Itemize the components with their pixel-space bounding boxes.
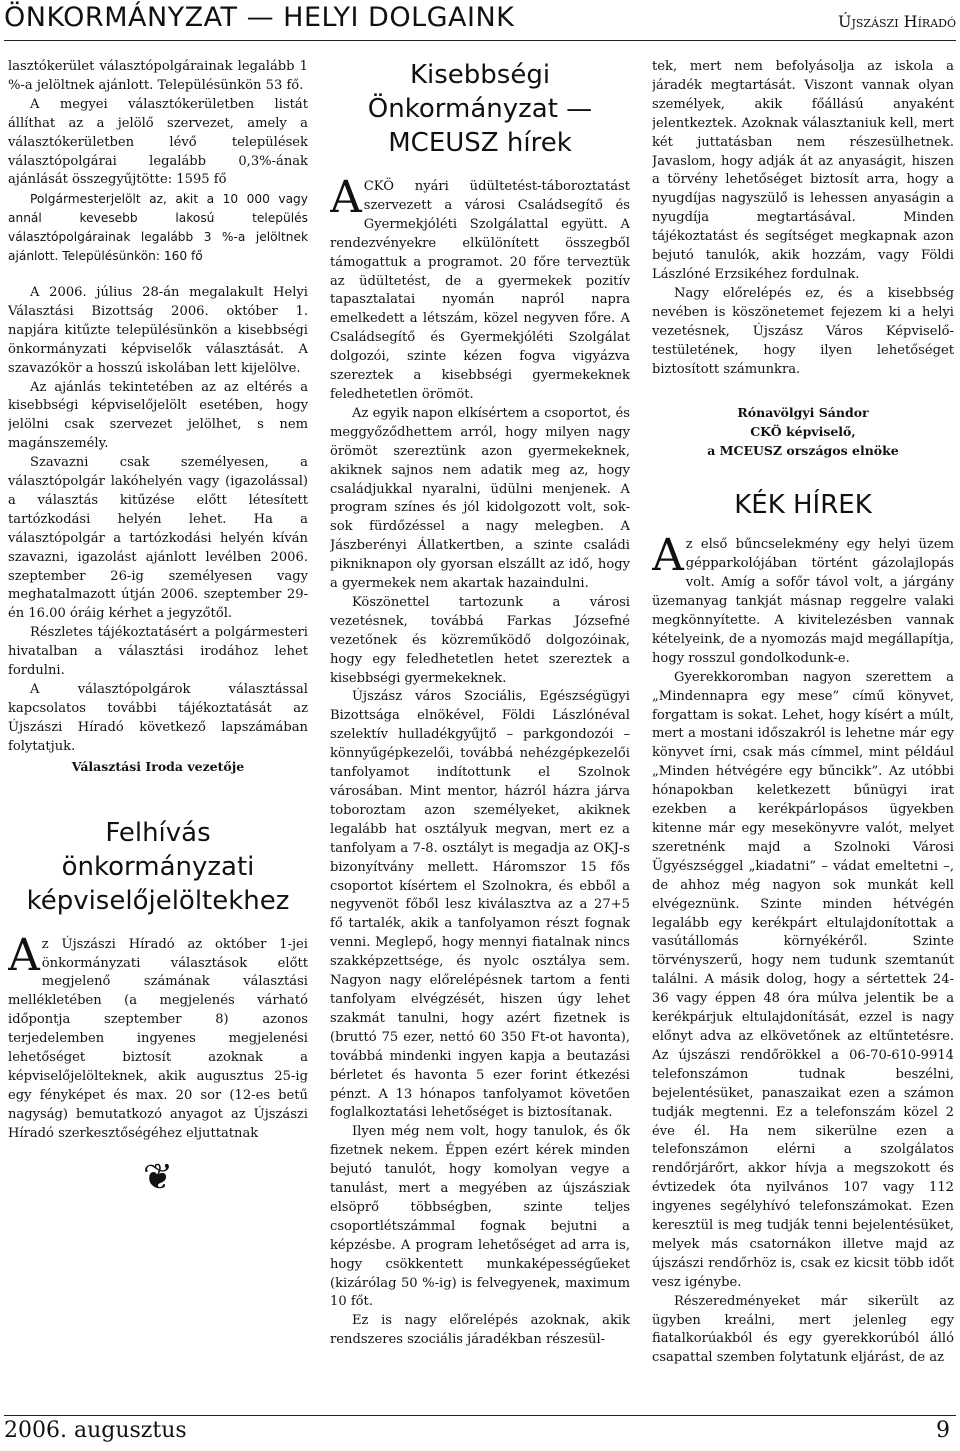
drop-cap: A [8,929,40,981]
drop-cap: A [330,172,362,223]
column-middle [330,58,630,1403]
paragraph: tek, mert nem befolyásolja az iskola a járadék megtartását. Viszont vannak olyan személyek, akik főállású anyaként jelentkeztek. Azoknak választaniuk kell, mert két juttatásban nem részesülhetnek. Javaslom, hogy adják át az anyaságit, hiszen a törvény lehetőséget biztosít arra, hogy a nyugdíjas nagyszülő is lehessen anyaságin a nyugdíja megtartásával. Minden tájékoztatást és segítséget megkapnak azon bejutó tanulók, akik hozzám, vagy Földi Lászlóné Erzsikéhez fordulnak. [652,59,954,282]
paragraph: Ilyen még nem volt, hogy tanulok, és ők fizetnek nekem. Éppen ezért kérek minden bejutó tanulót, hogy komolyan vegye a tanulást, mert a megyében az újszásziak elsöprő többségben, szinte teljes csoportlétszámmal fognak bejutni a képzésbe. A program lehetőséget ad arra is, hogy csökkentett munkaképességűeket (kizárólag 50 %-ig) is felvegyenek, maximum 10 főt. [330,1124,630,1310]
newspaper-name: Újszászi Híradó [838,12,956,31]
paragraph: Részeredményeket már sikerült az ügyben kreálni, mert jelenleg egy fiatalkorúakból és egy gyerekkorúból álló csapattal szemben folytatunk eljárást, de az [652,1293,954,1366]
paragraph: Részletes tájékoztatásért a polgármesteri hivatalban a választási irodához lehet fordulni. [8,625,308,679]
column-right [652,58,954,1403]
article-title: Kisebbségi Önkormányzat — MCEUSZ hírek [367,60,593,158]
drop-cap: A [652,530,684,582]
paragraph: lasztókerület választópolgárainak legalább 1 %-a jelöltnek ajánlott. Településünkön 53 fő. [8,59,308,93]
signature: Választási Iroda vezetője [71,758,245,774]
page-header [4,0,956,41]
paragraph: A 2006. július 28-án megalakult Helyi Választási Bizottság 2006. október 1. napjára kitűzte településünkön a kisebbségi önkormányzati képviselők választását. A szavazókör a hosszú iskolában lett kijelölve. [8,284,308,376]
fleuron-ornament-icon: ❦ [142,1156,174,1198]
paragraph: Nagy előrelépés ez, és a kisebbség nevében is köszönetemet fejezem ki a helyi vezetésnek, Újszász Város Képviselő-testületének, hogy ilyen lehetőséget biztosított számunkra. [652,285,954,377]
paragraph: z Újszászi Híradó az október 1-jei önkormányzati választások előtt megjelenő számának választási mellékletében (a megjelenés várható időpontja szeptember 8) azonos terjedelemben ingyenes megjelenési lehetőséget biztosít azoknak a képviselőjelölteknek, akik augusztus 25-ig egy fényképet és max. 20 sor (12-es betű nagyság) bemutatkozó anyagot az Újszászi Híradó szerkesztőségéhez eljuttatnak [8,936,308,1141]
paragraph: Köszönettel tartozunk a városi vezetésnek, továbbá Farkas Józsefné vezetőnek és közreműködő dolgozóinak, hogy egy feledhetetlen hetet szereztek a kisebbségi gyermekeknek. [330,594,630,686]
paragraph: Az egyik napon elkísértem a csoportot, és meggyőződhettem arról, hogy milyen nagy örömöt szereztünk azon gyermekeknek, akiknek sajnos nem adatik meg az, hogy családjukkal nyaralni, üdülni menjenek. A program színes és jól kidolgozott volt, sok-sok fürdőzéssel a nagy melegben. A Jászberényi Állatkertben, a szinte családi pikniknapon oly gyorsan elszállt az idő, hogy a gyermekek nem akartak hazaindulni. [330,405,630,592]
page-footer [4,1415,956,1446]
paragraph: Ez is nagy előrelépés azoknak, akik rendszeres szociális járadékban részesül- [330,1313,630,1348]
article-title: Felhívás önkormányzati képviselőjelöltekhez [26,817,290,916]
paragraph: Gyerekkoromban nagyon szerettem a „Mindennapra egy mese” című könyvet, forgattam is sokat. Lehet, hogy kísért a múlt, mert a mostani időszakról is lehetne már egy könyvet írni, csak más címmel, mint például „Minden hétvégére egy bűncikk”. Az utóbbi hónapokban keletkezett bűnügyi irat ezekben a kerékpárlopásos ügyekben kitenne már egy mesekönyvre valót, melyet szeretnénk majd a Szolnoki Városi Ügyészséggel „kiadatni” – vádat emeltetni –, de ahhoz még nagyon sok munkát kell elvégeznünk. Szinte minden hétvégén legalább egy kerékpárt eltulajdonítottak a vasútállomás környékéről. Szinte törvényszerű, hogy nem tudunk szemtanút találni. A másik dolog, hogy a sértettek 24-36 vagy éppen 48 óra múlva jelentik be a kerékpárjuk eltulajdonítását, ezzel is nagy előnyt adva az elkövetőnek az eltűntetésre. Az újszászi rendőrökkel a 06-70-610-9914 telefonszámon tudnak beszélni, bejelentésüket, panaszaikat ezen a számon tudják megtenni. Ez a telefonszám közel 2 éve él. Ha nem sikerülne ezen a telefonszámon elérni a szolgálatos rendőrjárőrt, akkor hívja a megszokott és évtizedek óta nyilvános 107 vagy 112 ingyenes segélyhívó telefonszámokat. Ezen keresztül is meg tudják tenni bejelentésüket, melyek más csatornákon illetve majd az újszászi rendőrhöz is, csak ez kicsit több időt vesz igénybe. [652,669,954,1290]
signature-name: Rónavölgyi Sándor [737,405,869,421]
page-number: 9 [936,1418,950,1443]
article-title: KÉK HÍREK [734,490,872,521]
paragraph: A választópolgárok választással kapcsolatos további tájékoztatását az Újszászi Híradó következő lapszámában folytatjuk. [8,682,308,754]
paragraph: z első bűncselekmény egy helyi üzem gépparkolójában történt gázolajlopás volt. Amíg a sofőr távol volt, a járgány üzemanyag tankját másnap reggelre valaki megkönnyítette. A kivitelezésben vannak kételyeink, de a nyomozás majd megállapítja, hogy rosszul gondolkodunk-e. [652,537,954,666]
section-title: ÖNKORMÁNYZAT — HELYI DOLGAINK [4,2,515,33]
paragraph: CKÖ nyári üdültetést-táboroztatást szervezett a városi Családsegítő és Gyermekjóléti Szolgálattal együtt. A rendezvényekre elkülönített összegből támogattuk a programot. 20 főre terveztük az üdültetést, de a gyermekek pozitív tapasztalatai nyomán napról napra emelkedett a létszám, közel negyven főre. A Családsegítő és Gyermekjóléti Szolgálat dolgozói, szinte kézen fogva vigyázva szereztek a kisebbségi gyermekeknek feledhetetlen örömöt. [330,179,630,402]
paragraph: Az ajánlás tekintetében az az eltérés a kisebbségi képviselőjelölt esetében, hogy jelölni csak szervezet jelölhet, s nem magánszemély. [8,379,308,452]
paragraph: A megyei választókerületben listát állíthat az a jelölő szervezet, amely a választókerületben lévő települések választópolgárai legalább 0,3%-ának ajánlását összegyűjtötte: 1595 fő [8,96,308,188]
paragraph: Szavazni csak személyesen, a választópolgár lakóhelyén vagy (igazolással) a választás kitűzése előtt létesített tartózkodási helyén lehet. Ha a választópolgár a tartózkodási helyén kíván szavazni, igazolást ajánlott levélben 2006. szeptember 26-ig személyesen vagy meghatalmazott útján 2006. szeptember 29-én 16.00 óráig kérhet a jegyzőtől. [8,455,308,622]
column-left [8,58,308,1403]
signature-block [652,403,954,460]
signature-role: CKÖ képviselő, [750,424,856,440]
signature-org: a MCEUSZ országos elnöke [707,443,899,459]
paragraph: Polgármesterjelölt az, akit a 10 000 vagy annál kevesebb lakosú település választópolgárainak legalább 3 %-a jelöltnek ajánlott. Településünkön: 160 fő [8,192,308,264]
issue-date: 2006. augusztus [4,1418,187,1443]
paragraph: Újszász város Szociális, Egészségügyi Bizottsága elnökével, Földi Lászlónéval szelektív hulladékgyűjtő – parkgondozói – könnyűgépkezelői, továbbá nehézgépkezelői tanfolyamot indítottunk el Szolnok városában. Mint mentor, házról házra járva toboroztam azon személyeket, akiknek legalább hat osztályuk megvan, mert ez a tanfolyam a 7-8. osztályt is megadja az OKJ-s bizonyítvány mellett. Háromszor 15 fős csoportot kísértem el Szolnokra, és ebből a negyvenöt főből lesz kiválasztva az a 27+5 fő tartalék, akik a tanfolyamon részt fognak venni. Meglepő, hogy mennyi fiatalnak nincs szakképzettsége, és nyolc osztálya sem. Nagyon nagy előrelépésnek tartom a fenti tanfolyam elvégzését, hiszen úgy lehet szakmát tanulni, hogy azért fizetnek is (bruttó 75 ezer, nettó 60 350 Ft-ot havonta), továbbá mindenki ingyen kapja a beutazási bérletet és havonta 5 ezer forint étkezési pénzt. A 13 hónapos tanfolyamot követően foglalkoztatási lehetőséget is biztosítanak. [330,689,630,1121]
